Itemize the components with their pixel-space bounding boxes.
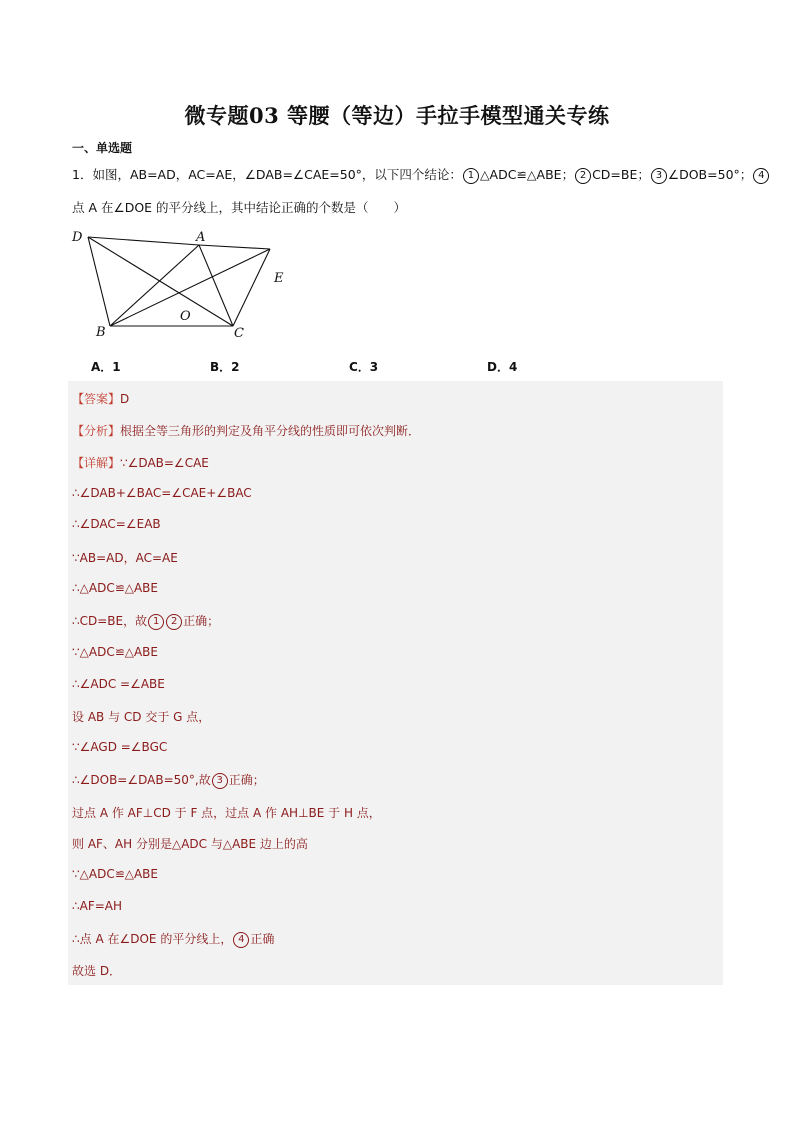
detail-text-11b: 正确； (228, 773, 265, 787)
detail-line-8: ∴∠ADC =∠ABE (72, 677, 165, 691)
answer-label: 【答案】 (72, 392, 121, 406)
answer-value: D (120, 392, 130, 406)
circled-number-4: 4 (233, 932, 249, 948)
analysis-label: 【分析】 (72, 424, 121, 438)
circled-number-3: 3 (212, 773, 228, 789)
geometry-figure (68, 224, 293, 344)
detail-text-6a: ∴CD=BE，故 (72, 614, 148, 628)
label-B: B (96, 325, 106, 340)
option-a[interactable]: A．1 (91, 360, 121, 374)
detail-line-11 (72, 771, 265, 789)
circled-number-1: 1 (463, 168, 479, 184)
label-E: E (274, 271, 284, 286)
detail-line-15: ∴AF=AH (72, 899, 123, 913)
detail-text-1: ∵∠DAB=∠CAE (120, 456, 209, 470)
detail-line-9: 设 AB 与 CD 交于 G 点， (72, 710, 211, 724)
detail-line-4: ∵AB=AD，AC=AE (72, 551, 178, 565)
conclusion-3: ∠DOB=50°； (667, 167, 753, 182)
detail-text-6b: 正确； (183, 614, 220, 628)
section-heading: 一、单选题 (72, 141, 133, 155)
segment-CE (233, 249, 270, 326)
conclusion-2: CD=BE； (592, 167, 650, 182)
page-title: 微专题03 等腰（等边）手拉手模型通关专练 (184, 103, 610, 128)
detail-line-14: ∵△ADC≌△ABE (72, 867, 158, 881)
detail-line-10: ∵∠AGD =∠BGC (72, 740, 168, 754)
question-prefix: 1．如图，AB=AD，AC=AE，∠DAB=∠CAE=50°，以下四个结论： (72, 167, 462, 182)
detail-text-11a: ∴∠DOB=∠DAB=50°,故 (72, 773, 211, 787)
detail-text-16a: ∴点 A 在∠DOE 的平分线上， (72, 932, 233, 946)
detail-line-3: ∴∠DAC=∠EAB (72, 517, 161, 531)
detail-line-7: ∵△ADC≌△ABE (72, 645, 158, 659)
segment-AE (199, 245, 270, 249)
segment-DB (88, 237, 110, 326)
option-c[interactable]: C．3 (349, 360, 379, 374)
question-line-2: 点 A 在∠DOE 的平分线上，其中结论正确的个数是（ ） (72, 200, 407, 215)
segment-AC (199, 245, 233, 326)
option-d[interactable]: D．4 (487, 360, 518, 374)
detail-text-16b: 正确 (250, 932, 275, 946)
detail-line-1 (72, 454, 209, 471)
circled-number-3: 3 (651, 168, 667, 184)
detail-label: 【详解】 (72, 456, 121, 470)
detail-line-5: ∴△ADC≌△ABE (72, 581, 158, 595)
answer-line (72, 390, 129, 407)
circled-number-1: 1 (148, 614, 164, 630)
circled-number-4: 4 (753, 168, 769, 184)
label-C: C (234, 326, 244, 341)
detail-line-17: 故选 D． (72, 964, 122, 978)
label-A: A (196, 230, 206, 245)
conclusion-1: △ADC≌△ABE； (479, 167, 575, 182)
analysis-text: 根据全等三角形的判定及角平分线的性质即可依次判断． (120, 424, 421, 438)
segment-DA (88, 237, 199, 245)
detail-line-6 (72, 612, 219, 630)
label-O: O (180, 309, 191, 324)
detail-line-16 (72, 930, 274, 948)
option-b[interactable]: B．2 (210, 360, 240, 374)
solution-box (68, 381, 723, 985)
segment-DC (88, 237, 233, 326)
detail-line-12: 过点 A 作 AF⊥CD 于 F 点，过点 A 作 AH⊥BE 于 H 点， (72, 806, 381, 820)
question-line-1 (72, 165, 770, 184)
analysis-line (72, 422, 420, 439)
detail-line-2: ∴∠DAB+∠BAC=∠CAE+∠BAC (72, 486, 252, 500)
circled-number-2: 2 (575, 168, 591, 184)
label-D: D (72, 230, 83, 245)
circled-number-2: 2 (166, 614, 182, 630)
detail-line-13: 则 AF、AH 分别是△ADC 与△ABE 边上的高 (72, 837, 308, 851)
